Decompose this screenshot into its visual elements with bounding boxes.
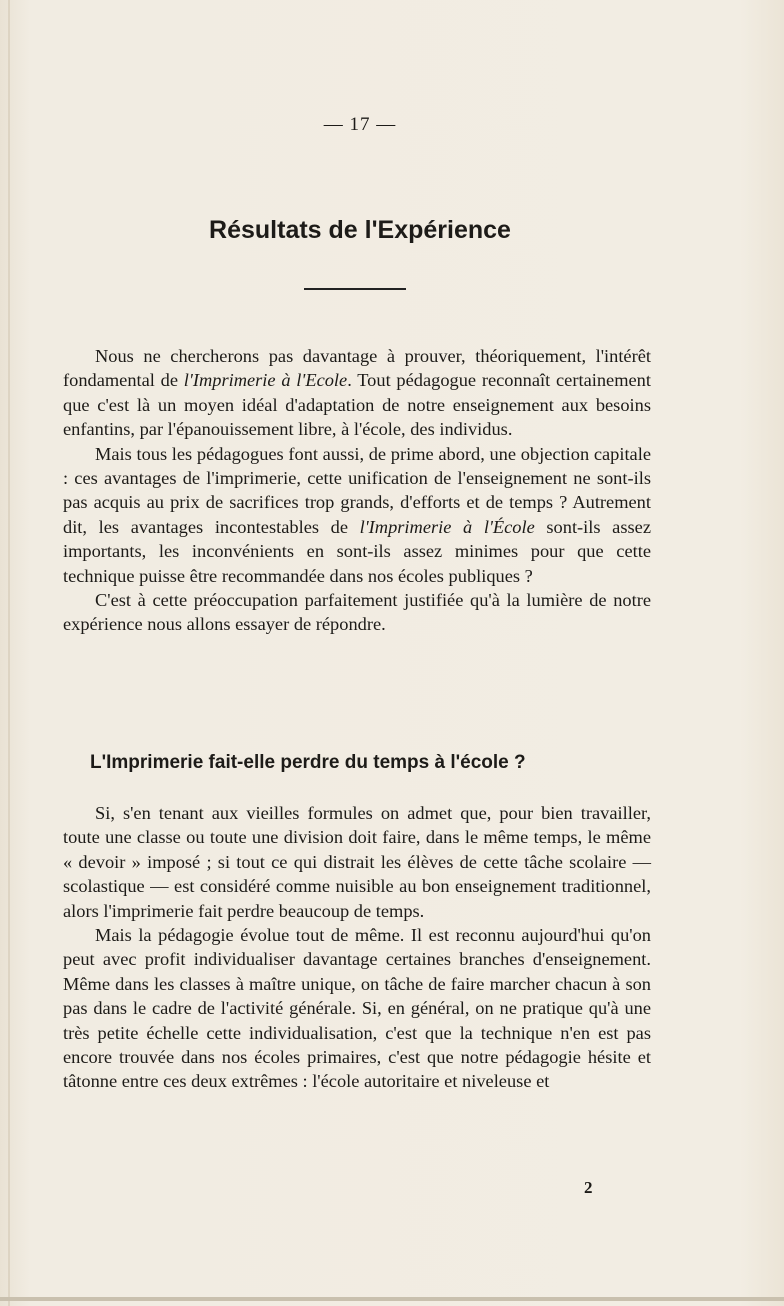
page-bottom-edge bbox=[0, 1297, 784, 1301]
section-heading: L'Imprimerie fait-elle perdre du temps à l'école ? bbox=[90, 752, 526, 773]
italic-phrase: l'Imprimerie à l'Ecole bbox=[183, 370, 348, 391]
page-number: — 17 — bbox=[323, 114, 397, 135]
page-title: Résultats de l'Expérience bbox=[209, 216, 511, 244]
paragraph: Si, s'en tenant aux vieilles formules on admet que, pour bien travailler, toute une classe ou toute une division doit faire, dans le même temps, le même « devoir » imposé ; si tout ce qui distrait les élèves de cette tâche scolaire — scolastique — est considéré comme nuisible au bon enseignement traditionnel, alors l'imprimerie fait perdre beaucoup de temps. bbox=[63, 803, 651, 921]
paragraph: C'est à cette préoccupation parfaitement justifiée qu'à la lumière de notre expérience nous allons essayer de répondre. bbox=[63, 590, 651, 635]
page-edge-shadow bbox=[8, 0, 10, 1306]
paragraph: Mais tous les pédagogues font aussi, de prime abord, une objection capitale : ces avantages de l'imprimerie, cette unification de l'enseignement ne sont-ils pas acquis au prix de sacrifices trop grands, d'efforts et de temps ? Autrement dit, les avantages incontestables de l'Imprimerie à l'École sont-ils assez importants, les inconvénients en sont-ils assez minimes pour que cette technique puisse être recommandée dans nos écoles publiques ? bbox=[63, 443, 651, 586]
paragraph: Nous ne chercherons pas davantage à prouver, théoriquement, l'intérêt fondamental de l'Imprimerie à l'Ecole. Tout pédagogue reconnaît certainement que c'est là un moyen idéal d'adaptation de notre enseignement aux besoins enfantins, par l'épanouissement libre, à l'école, des individus. bbox=[63, 346, 651, 440]
italic-phrase: l'Imprimerie à l'École bbox=[359, 516, 535, 537]
paragraph: Mais la pédagogie évolue tout de même. Il est reconnu aujourd'hui qu'on peut avec profit individualiser davantage certaines branches d'enseignement. Même dans les classes à maître unique, on tâche de faire marcher chacun à son pas dans le cadre de l'activité générale. Si, en général, on ne pratique qu'à une très petite échelle cette individualisation, c'est que la technique n'en est pas encore trouvée dans nos écoles primaires, c'est que notre pédagogie hésite et tâtonne entre ces deux extrêmes : l'école autoritaire et niveleuse et bbox=[63, 925, 651, 1092]
section-intro bbox=[63, 344, 651, 637]
title-divider bbox=[304, 288, 406, 290]
signature-mark: 2 bbox=[584, 1178, 593, 1197]
section-time bbox=[63, 801, 651, 1094]
